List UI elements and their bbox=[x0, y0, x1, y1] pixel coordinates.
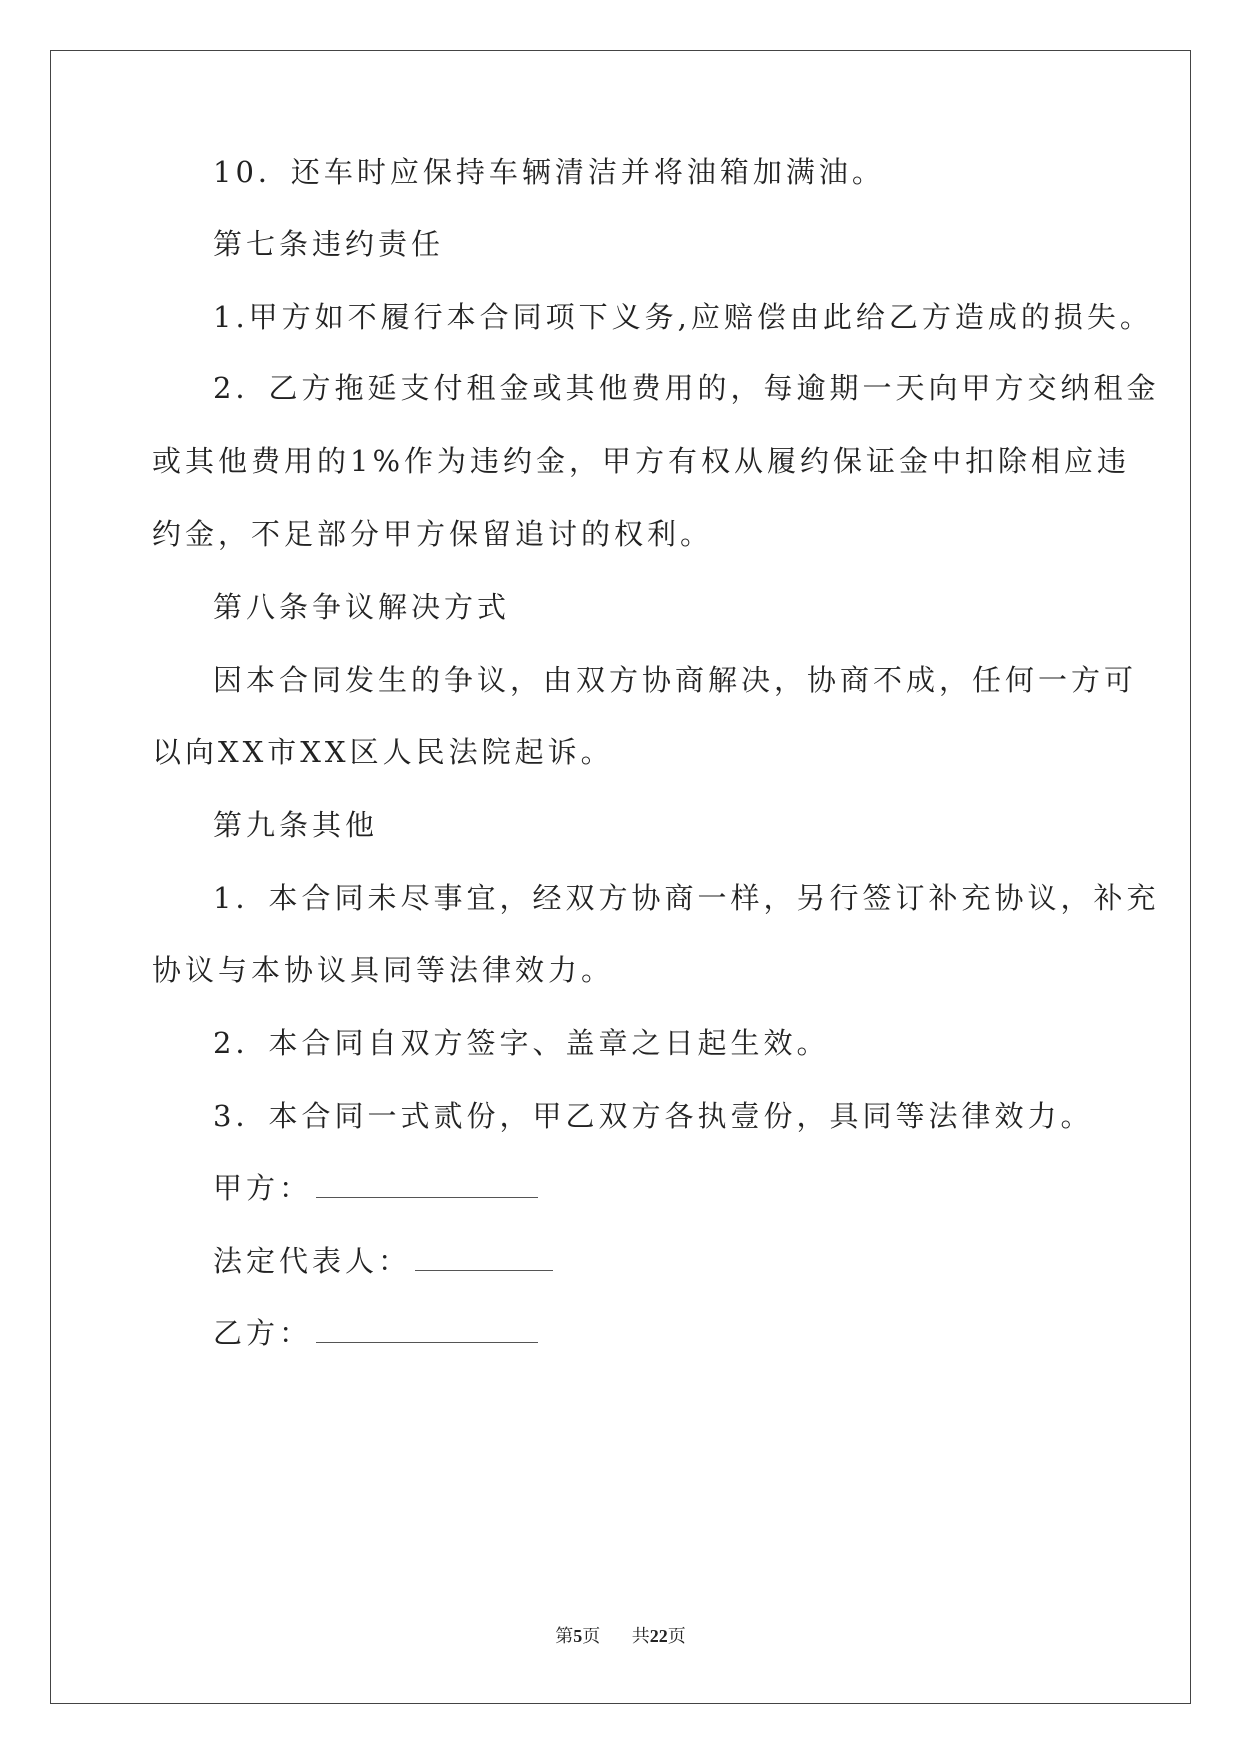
party-b-signature-line bbox=[213, 1313, 538, 1353]
paragraph-line: 以向XX市XX区人民法院起诉。 bbox=[152, 735, 614, 769]
paragraph-line: 约金，不足部分甲方保留追讨的权利。 bbox=[152, 517, 714, 551]
party-b-label: 乙方： bbox=[213, 1316, 313, 1350]
paragraph-line: 2．乙方拖延支付租金或其他费用的，每逾期一天向甲方交纳租金 bbox=[213, 371, 1160, 405]
section-heading: 第七条违约责任 bbox=[213, 227, 445, 261]
page-number: 5 bbox=[573, 1626, 583, 1646]
paragraph-line: 或其他费用的1%作为违约金，甲方有权从履约保证金中扣除相应违 bbox=[152, 444, 1131, 478]
party-a-label: 甲方： bbox=[213, 1171, 313, 1205]
representative-label: 法定代表人： bbox=[213, 1244, 412, 1278]
page-footer bbox=[0, 1622, 1241, 1648]
party-b-blank bbox=[316, 1320, 538, 1343]
total-pages: 22 bbox=[649, 1626, 668, 1646]
paragraph-line: 10．还车时应保持车辆清洁并将油箱加满油。 bbox=[213, 155, 885, 189]
paragraph-line: 因本合同发生的争议，由双方协商解决，协商不成，任何一方可 bbox=[213, 663, 1138, 697]
section-heading: 第九条其他 bbox=[213, 808, 379, 842]
party-a-signature-line bbox=[213, 1168, 538, 1208]
representative-signature-line bbox=[213, 1241, 553, 1281]
section-heading: 第八条争议解决方式 bbox=[213, 590, 511, 624]
party-a-blank bbox=[316, 1175, 538, 1198]
representative-blank bbox=[415, 1248, 553, 1271]
total-suffix: 页 bbox=[667, 1626, 686, 1646]
page-prefix: 第 bbox=[555, 1626, 574, 1646]
total-prefix: 共 bbox=[631, 1626, 650, 1646]
paragraph-line: 1.甲方如不履行本合同项下义务,应赔偿由此给乙方造成的损失。 bbox=[213, 300, 1153, 334]
paragraph-line: 协议与本协议具同等法律效力。 bbox=[152, 953, 615, 987]
paragraph-line: 3．本合同一式贰份，甲乙双方各执壹份，具同等法律效力。 bbox=[213, 1099, 1094, 1133]
page-suffix: 页 bbox=[582, 1626, 601, 1646]
paragraph-line: 1．本合同未尽事宜，经双方协商一样，另行签订补充协议，补充 bbox=[213, 881, 1160, 915]
paragraph-line: 2．本合同自双方签字、盖章之日起生效。 bbox=[213, 1026, 830, 1060]
